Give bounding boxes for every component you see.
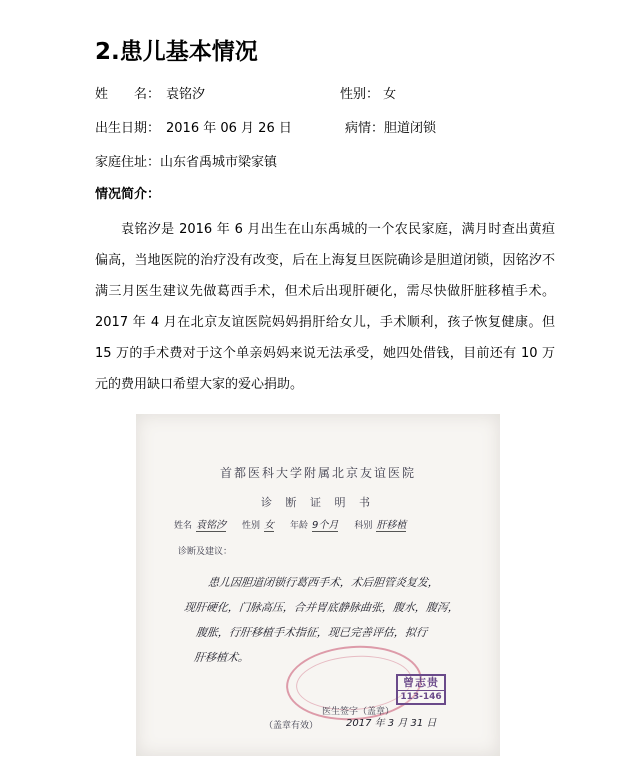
certificate-age-label: 年龄 [290, 521, 309, 531]
certificate-dept-label: 科别 [354, 521, 373, 531]
doctor-stamp-name: 曾志贵 [403, 676, 439, 689]
certificate-hospital-name: 首都医科大学附属北京友谊医院 [219, 466, 416, 480]
certificate-gender-value: 女 [264, 516, 274, 532]
condition-value: 胆道闭锁 [384, 121, 437, 136]
gender-label: 性别： [340, 87, 380, 102]
address-row [95, 154, 277, 172]
gender-field [340, 86, 396, 104]
handwritten-line: 现肝硬化，门脉高压，合并胃底静脉曲张，腹水，腹泻， [183, 601, 460, 614]
handwritten-line: 腹胀，行肝移植手术指征，现已完善评估，拟行 [195, 626, 428, 639]
certificate-dept-value: 肝移植 [376, 516, 406, 532]
certificate-title: 诊 断 证 明 书 [261, 496, 375, 509]
condition-field [345, 120, 436, 138]
certificate-gender-label: 性别 [242, 521, 261, 531]
summary-body: 袁铭汐是 2016 年 6 月出生在山东禹城的一个农民家庭，满月时查出黄疸偏高，当地医院的治疗没有改变，后在上海复旦医院确诊是胆道闭锁，因铭汐不满三月医生建议先做葛西手术，但术后出现肝硬化，需尽快做肝脏移植手术。2017 年 4 月在北京友谊医院妈妈捐肝给女儿，手术顺利，孩子恢复健康。但 15 万的手术费对于这个单亲妈妈来说无法承受，她四处借钱，目前还有 10 万元的费用缺口希望大家的爱心捐助。 [95, 222, 555, 392]
summary-heading: 情况简介： [95, 187, 161, 202]
address-value: 山东省禹城市梁家镇 [160, 155, 278, 170]
diagnosis-certificate-image [136, 414, 500, 756]
handwritten-line: 肝移植术。 [193, 651, 250, 664]
doctor-name-stamp [396, 674, 446, 705]
certificate-advice-label: 诊断及建议： [178, 547, 233, 557]
certificate-signature-label: 医生签字（盖章） [322, 707, 395, 717]
birth-date-value: 2016 年 06 月 26 日 [166, 121, 292, 136]
certificate-validity-note: （盖章有效） [264, 721, 319, 731]
certificate-name-label: 姓名 [174, 521, 193, 531]
handwritten-line: 患儿因胆道闭锁行葛西手术，术后胆管炎复发， [207, 576, 440, 589]
doctor-stamp-code: 113-146 [398, 690, 444, 703]
patient-name-row [95, 86, 205, 104]
name-label-part2: 名： [134, 87, 161, 102]
name-label [95, 86, 160, 104]
certificate-age-value: 9个月 [312, 516, 338, 532]
certificate-name-value: 袁铭汐 [196, 516, 226, 532]
name-label-part1: 姓 [95, 87, 109, 102]
birth-date-row [95, 120, 292, 138]
address-label: 家庭住址： [95, 155, 161, 170]
patient-name: 袁铭汐 [166, 87, 206, 102]
page-title: 2.患儿基本情况 [95, 39, 258, 65]
condition-label: 病情： [345, 121, 385, 136]
birth-date-label: 出生日期： [95, 121, 161, 136]
certificate-date: 2017 年 3 月 31 日 [346, 718, 437, 729]
certificate-patient-fields [174, 516, 484, 532]
gender-value: 女 [383, 87, 397, 102]
